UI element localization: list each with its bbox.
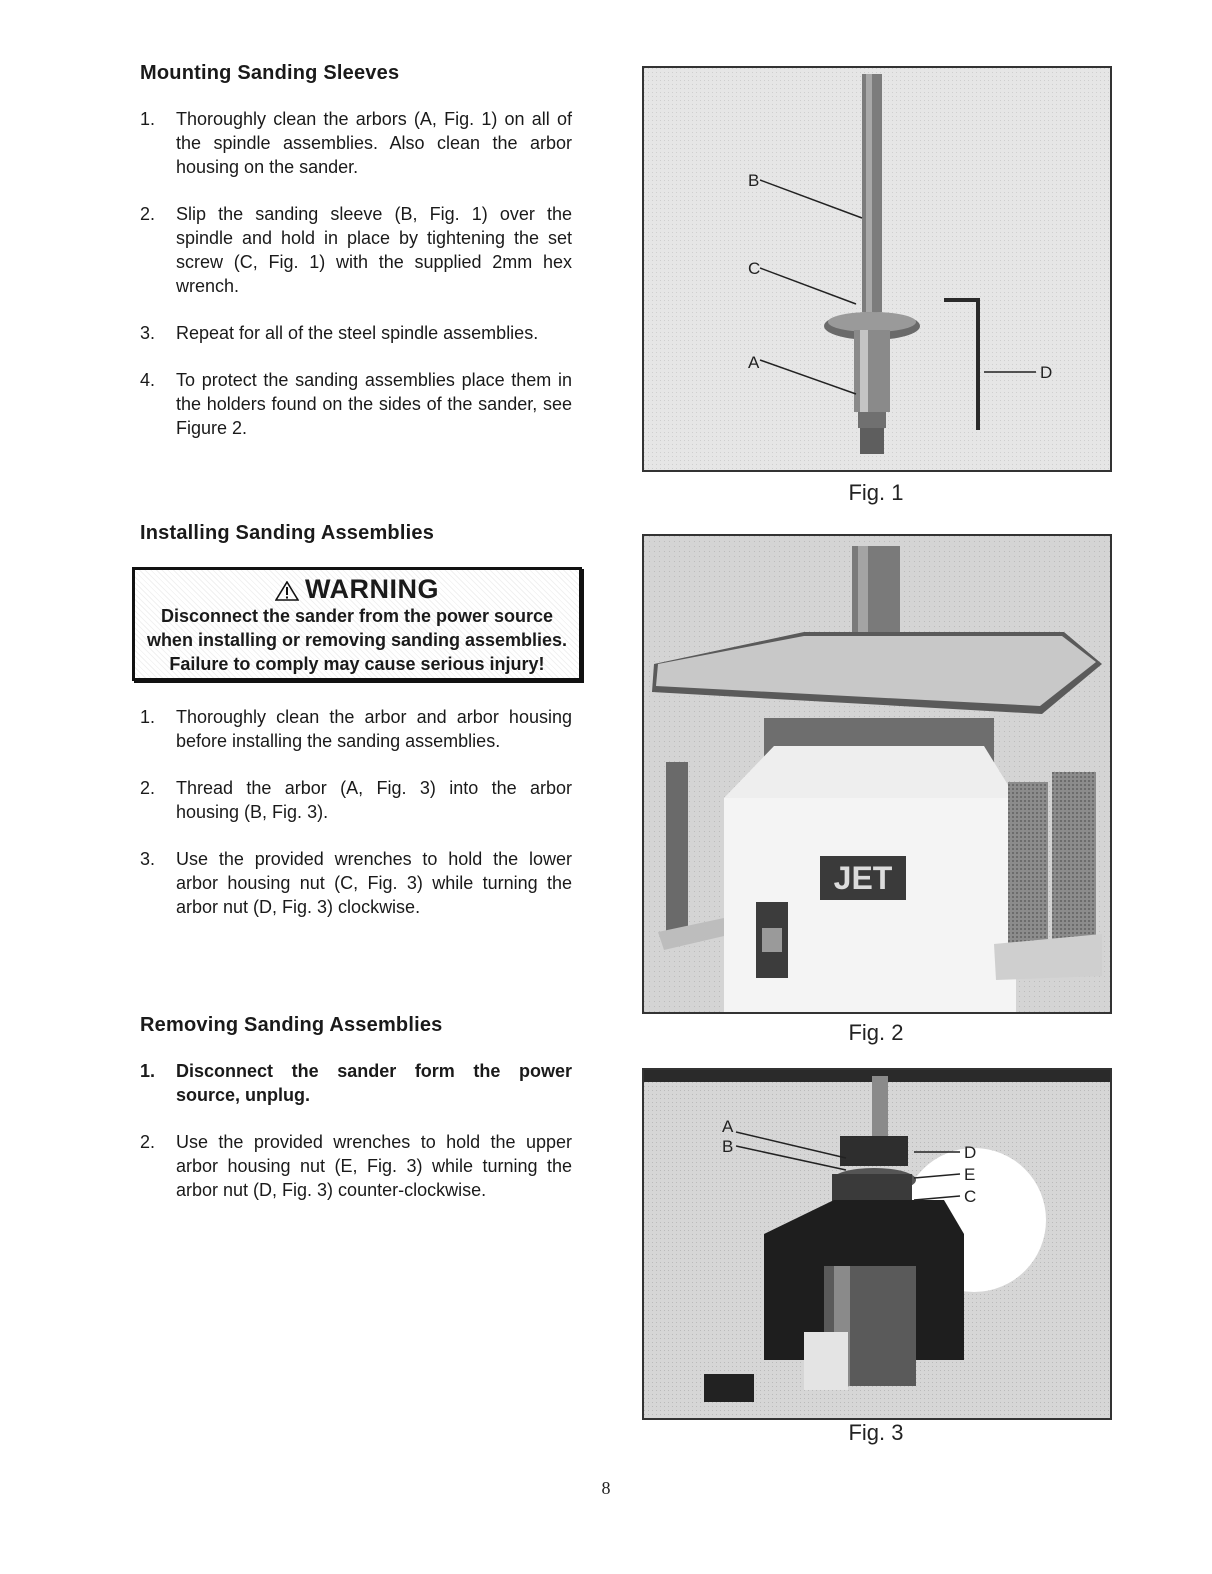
warning-consequence: Failure to comply may cause serious injury! [169,654,545,674]
arbor-housing-illustration [644,1070,1110,1418]
fig3-caption: Fig. 3 [848,1420,904,1445]
warning-box [132,567,582,681]
installing-section [140,522,572,942]
fig3-label-e: E [964,1165,976,1184]
list-item [140,107,572,179]
mounting-steps [140,107,572,440]
step-number: 1. [140,1061,156,1081]
removing-section [140,1014,572,1225]
step-number: 4. [140,370,156,390]
list-item [140,1130,572,1202]
step-text: Use the provided wrenches to hold the lower arbor housing nut (C, Fig. 3) while turning the arbor nut (D, Fig. 3) clockwise. [176,849,572,917]
installing-steps [140,705,572,919]
step-number: 1. [140,707,156,727]
text-column [140,62,572,1200]
fig1-label-a: A [748,353,760,372]
step-text: Thoroughly clean the arbor and arbor housing before installing the sanding assemblies. [176,707,572,751]
list-item [140,1059,572,1107]
removing-steps [140,1059,572,1202]
step-text: To protect the sanding assemblies place them in the holders found on the sides of the sander, see Figure 2. [176,370,572,438]
list-item [140,705,572,753]
list-item [140,776,572,824]
page-number: 8 [601,1478,611,1498]
fig3-label-b: B [722,1137,734,1156]
step-number: 3. [140,323,156,343]
fig3-label-c: C [964,1187,977,1206]
list-item [140,847,572,919]
figure-3 [642,1068,1112,1420]
list-item [140,321,572,345]
warning-triangle-icon [275,581,299,601]
fig1-label-b: B [748,171,760,190]
step-number: 2. [140,1132,156,1152]
step-text: Slip the sanding sleeve (B, Fig. 1) over the spindle and hold in place by tightening the set screw (C, Fig. 1) with the supplied 2mm hex wrench. [176,204,572,296]
installing-heading: Installing Sanding Assemblies [140,522,435,544]
step-number: 3. [140,849,156,869]
fig1-label-d: D [1040,363,1053,382]
fig3-label-d: D [964,1143,977,1162]
step-text: Use the provided wrenches to hold the upper arbor housing nut (E, Fig. 3) while turning the arbor nut (D, Fig. 3) counter-clockwise. [176,1132,572,1200]
fig1-label-c: C [748,259,761,278]
brand-logo: JET [833,860,893,896]
mounting-heading: Mounting Sanding Sleeves [140,62,400,84]
warning-title-text: WARNING [305,574,439,604]
fig3-label-a: A [722,1117,734,1136]
warning-title [137,574,577,604]
step-text: Thread the arbor (A, Fig. 3) into the arbor housing (B, Fig. 3). [176,778,572,822]
step-text: Disconnect the sander form the power source, unplug. [176,1061,572,1105]
step-number: 1. [140,109,156,129]
fig1-caption: Fig. 1 [848,480,904,505]
mounting-section [140,62,572,440]
figure-1 [642,66,1112,472]
spindle-illustration [644,68,1110,470]
removing-heading: Removing Sanding Assemblies [140,1014,443,1036]
list-item [140,202,572,298]
step-number: 2. [140,204,156,224]
list-item [140,368,572,440]
warning-text: Disconnect the sander from the power source when installing or removing sanding assemblies. [146,606,568,650]
figure-2 [642,534,1112,1014]
step-text: Repeat for all of the steel spindle assemblies. [176,323,539,343]
fig2-caption: Fig. 2 [848,1020,904,1045]
step-text: Thoroughly clean the arbors (A, Fig. 1) on all of the spindle assemblies. Also clean the arbor housing on the sander. [176,109,572,177]
step-number: 2. [140,778,156,798]
sander-illustration [644,536,1110,1012]
